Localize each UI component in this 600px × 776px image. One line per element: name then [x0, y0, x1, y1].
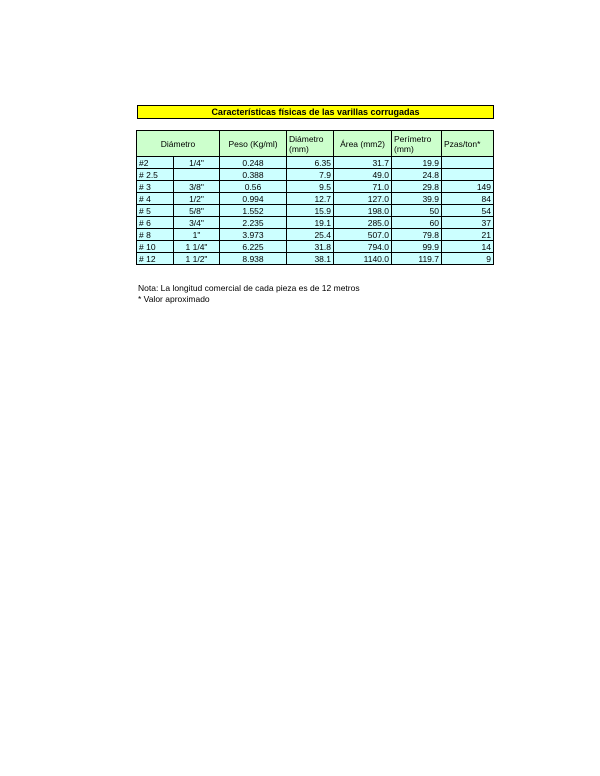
cell-pzas: 37 — [442, 217, 494, 229]
table-body — [137, 157, 494, 265]
cell-pzas: 84 — [442, 193, 494, 205]
cell-diametro-mm: 38.1 — [287, 253, 334, 265]
table-row — [137, 193, 494, 205]
cell-peso: 6.225 — [220, 241, 287, 253]
table-row — [137, 253, 494, 265]
cell-inches: 3/8" — [174, 181, 220, 193]
cell-peso: 2.235 — [220, 217, 287, 229]
header-perimetro-line2: (mm) — [394, 143, 414, 154]
table-row — [137, 229, 494, 241]
cell-diametro-mm: 9.5 — [287, 181, 334, 193]
cell-inches: 1/2" — [174, 193, 220, 205]
cell-peso: 1.552 — [220, 205, 287, 217]
cell-pzas: 54 — [442, 205, 494, 217]
table-title: Características físicas de las varillas corrugadas — [137, 105, 494, 119]
table-row — [137, 205, 494, 217]
cell-number: # 4 — [137, 193, 174, 205]
cell-pzas: 149 — [442, 181, 494, 193]
cell-number: # 3 — [137, 181, 174, 193]
note-longitud: Nota: La longitud comercial de cada pieza es de 12 metros — [138, 283, 360, 293]
cell-area: 794.0 — [334, 241, 392, 253]
header-diametro-mm-line2: (mm) — [289, 143, 309, 154]
cell-inches: 1" — [174, 229, 220, 241]
cell-perimetro: 119.7 — [392, 253, 442, 265]
cell-pzas — [442, 157, 494, 169]
cell-area: 1140.0 — [334, 253, 392, 265]
cell-inches: 3/4" — [174, 217, 220, 229]
cell-peso: 3.973 — [220, 229, 287, 241]
header-row — [137, 131, 494, 157]
cell-pzas: 9 — [442, 253, 494, 265]
cell-diametro-mm: 15.9 — [287, 205, 334, 217]
cell-diametro-mm: 19.1 — [287, 217, 334, 229]
table-row — [137, 241, 494, 253]
cell-peso: 8.938 — [220, 253, 287, 265]
rebar-table — [136, 130, 494, 265]
cell-perimetro: 50 — [392, 205, 442, 217]
header-diametro-mm — [287, 131, 334, 157]
cell-inches: 5/8" — [174, 205, 220, 217]
cell-diametro-mm: 31.8 — [287, 241, 334, 253]
cell-area: 71.0 — [334, 181, 392, 193]
cell-peso: 0.388 — [220, 169, 287, 181]
cell-diametro-mm: 7.9 — [287, 169, 334, 181]
cell-peso: 0.56 — [220, 181, 287, 193]
table-row — [137, 181, 494, 193]
cell-diametro-mm: 12.7 — [287, 193, 334, 205]
cell-peso: 0.994 — [220, 193, 287, 205]
cell-number: # 8 — [137, 229, 174, 241]
header-perimetro-line1: Perímetro — [394, 133, 432, 144]
cell-perimetro: 99.9 — [392, 241, 442, 253]
header-pzas: Pzas/ton* — [442, 131, 494, 157]
cell-area: 285.0 — [334, 217, 392, 229]
cell-peso: 0.248 — [220, 157, 287, 169]
cell-inches: 1/4" — [174, 157, 220, 169]
cell-number: # 10 — [137, 241, 174, 253]
cell-perimetro: 60 — [392, 217, 442, 229]
cell-area: 198.0 — [334, 205, 392, 217]
cell-diametro-mm: 6.35 — [287, 157, 334, 169]
table-row — [137, 169, 494, 181]
cell-perimetro: 29.8 — [392, 181, 442, 193]
cell-number: # 12 — [137, 253, 174, 265]
cell-pzas — [442, 169, 494, 181]
cell-area: 507.0 — [334, 229, 392, 241]
table-row — [137, 217, 494, 229]
cell-perimetro: 24.8 — [392, 169, 442, 181]
cell-pzas: 21 — [442, 229, 494, 241]
cell-inches — [174, 169, 220, 181]
cell-perimetro: 19.9 — [392, 157, 442, 169]
cell-number: #2 — [137, 157, 174, 169]
note-aproximado: * Valor aproximado — [138, 294, 210, 304]
notes — [138, 283, 360, 305]
cell-area: 31.7 — [334, 157, 392, 169]
cell-inches: 1 1/2" — [174, 253, 220, 265]
cell-area: 127.0 — [334, 193, 392, 205]
cell-diametro-mm: 25.4 — [287, 229, 334, 241]
header-peso: Peso (Kg/ml) — [220, 131, 287, 157]
cell-pzas: 14 — [442, 241, 494, 253]
header-perimetro — [392, 131, 442, 157]
table-row — [137, 157, 494, 169]
cell-inches: 1 1/4" — [174, 241, 220, 253]
cell-area: 49.0 — [334, 169, 392, 181]
header-diametro: Diámetro — [137, 131, 220, 157]
header-diametro-mm-line1: Diámetro — [289, 133, 324, 144]
cell-perimetro: 79.8 — [392, 229, 442, 241]
header-area: Área (mm2) — [334, 131, 392, 157]
cell-number: # 5 — [137, 205, 174, 217]
cell-number: # 6 — [137, 217, 174, 229]
cell-number: # 2.5 — [137, 169, 174, 181]
cell-perimetro: 39.9 — [392, 193, 442, 205]
